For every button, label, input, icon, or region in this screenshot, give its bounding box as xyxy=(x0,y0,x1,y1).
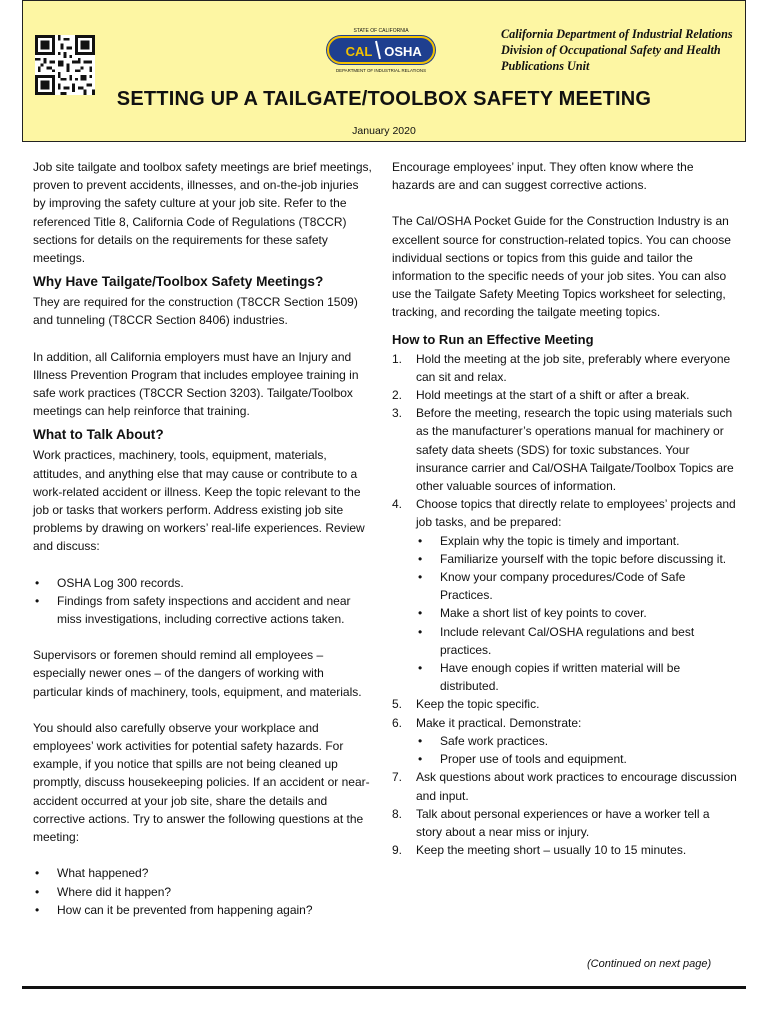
steps-list xyxy=(392,350,737,860)
questions-list xyxy=(33,864,373,919)
qr-code-icon[interactable] xyxy=(35,35,95,95)
sub-item: • Familiarize yourself with the topic before discussing it. xyxy=(416,550,737,568)
continued-note: (Continued on next page) xyxy=(587,958,712,970)
step-number: 6. xyxy=(392,715,403,730)
step-text: Before the meeting, research the topic using materials such as the manufacturer’s operations manual for machinery or safety data sheets (SDS) for toxic substances. Your insurance carrier and Cal/OSHA Tailgate/Toolbox Topics are other valuable sources of information. xyxy=(416,406,734,494)
step-number: 4. xyxy=(392,497,403,512)
why-paragraph-1: They are required for the construction (T8CCR Section 1509) and tunneling (T8CCR Section 8406) industries. xyxy=(33,295,358,328)
right-column xyxy=(392,158,737,859)
observe-paragraph: You should also carefully observe your workplace and employees’ work activities for potential safety hazards. For example, if you notice that spills are not being cleaned up promptly, discuss housekeeping policies. If an accident or near-accident occurred at your job site, share the details and corrective actions. Try to answer the following questions at the meeting: xyxy=(33,720,370,845)
step-text: Hold meetings at the start of a shift or after a break. xyxy=(416,388,690,403)
step-text: Choose topics that directly relate to employees’ projects and job tasks, and be prepared: xyxy=(416,497,736,530)
list-item: • OSHA Log 300 records. xyxy=(33,574,373,592)
logo-top-text: STATE OF CALIFORNIA xyxy=(353,28,409,34)
encourage-paragraph: Encourage employees’ input. They often know where the hazards are and can suggest corrective actions. xyxy=(392,160,694,193)
step-text: Keep the topic specific. xyxy=(416,697,540,712)
step-number: 5. xyxy=(392,697,403,712)
demonstrate-sublist xyxy=(416,732,737,768)
left-column xyxy=(33,158,373,919)
step-item xyxy=(392,695,737,713)
step-text: Talk about personal experiences or have a worker tell a story about a near miss or injury. xyxy=(416,806,710,839)
sub-item: • Proper use of tools and equipment. xyxy=(416,750,737,768)
cal-osha-logo xyxy=(321,25,441,75)
step-number: 7. xyxy=(392,770,403,785)
list-item: • Where did it happen? xyxy=(33,883,373,901)
footer-rule xyxy=(22,986,746,989)
step-item xyxy=(392,350,737,386)
step-item xyxy=(392,495,737,695)
step-number: 3. xyxy=(392,406,403,421)
step-item xyxy=(392,768,737,804)
step-item xyxy=(392,386,737,404)
publication-date: January 2020 xyxy=(352,125,416,137)
list-item: • Findings from safety inspections and accident and near miss investigations, including corrective actions taken. xyxy=(33,592,373,628)
page-title: SETTING UP A TAILGATE/TOOLBOX SAFETY MEETING xyxy=(116,88,652,110)
step-number: 9. xyxy=(392,843,403,858)
step-item xyxy=(392,404,737,495)
step-text: Make it practical. Demonstrate: xyxy=(416,715,582,730)
organization-block xyxy=(501,26,733,74)
step-number: 1. xyxy=(392,351,403,366)
org-department: California Department of Industrial Relations xyxy=(501,27,733,41)
why-heading: Why Have Tailgate/Toolbox Safety Meetings? xyxy=(33,274,324,290)
intro-paragraph: Job site tailgate and toolbox safety meetings are brief meetings, proven to prevent accidents, illnesses, and on-the-job injuries by improving the safety culture at your job site. Refer to the referenced Title 8, California Code of Regulations (T8CCR) sections for details on the requirements for these safety meetings. xyxy=(33,160,372,266)
step-text: Ask questions about work practices to encourage discussion and input. xyxy=(416,770,737,803)
why-paragraph-2: In addition, all California employers must have an Injury and Illness Prevention Program that includes employee training in safe work practices (T8CCR Section 3203). Tailgate/Toolbox meetings can help reinforce that training. xyxy=(33,349,359,419)
header-banner xyxy=(22,0,746,142)
prepare-sublist xyxy=(416,532,737,696)
org-unit: Publications Unit xyxy=(501,59,590,73)
step-number: 2. xyxy=(392,388,403,403)
step-number: 8. xyxy=(392,806,403,821)
org-division: Division of Occupational Safety and Health xyxy=(501,43,721,57)
sub-item: • Make a short list of key points to cover. xyxy=(416,604,737,622)
step-text: Hold the meeting at the job site, preferably where everyone can sit and relax. xyxy=(416,351,731,384)
what-paragraph: Work practices, machinery, tools, equipment, materials, attitudes, and anything else that may cause or contribute to a work-related accident or illness. Keep the topic relevant to the job or tasks that workers perform. Address existing job site problems by drawing on workers’ real-life experiences. Review and discuss: xyxy=(33,448,365,554)
step-item xyxy=(392,841,737,859)
run-meeting-heading: How to Run an Effective Meeting xyxy=(392,331,594,347)
sub-item: • Safe work practices. xyxy=(416,732,737,750)
sub-item: • Have enough copies if written material will be distributed. xyxy=(416,659,737,695)
logo-osha-text: OSHA xyxy=(384,44,422,59)
review-list xyxy=(33,574,373,629)
pocket-guide-paragraph: The Cal/OSHA Pocket Guide for the Construction Industry is an excellent source for construction-related topics. You can choose individual sections or topics from this guide and tailor the information to the specific needs of your job sites. You can also use the Tailgate Safety Meeting Topics worksheet for selecting, tracking, and recording the tailgate meeting topics. xyxy=(392,214,731,320)
supervisors-paragraph: Supervisors or foremen should remind all employees – especially newer ones – of the dangers of working with particular kinds of machinery, tools, equipment, and materials. xyxy=(33,648,362,699)
list-item: • What happened? xyxy=(33,864,373,882)
step-item xyxy=(392,805,737,841)
sub-item: • Explain why the topic is timely and important. xyxy=(416,532,737,550)
sub-item: • Know your company procedures/Code of Safe Practices. xyxy=(416,568,737,604)
step-item xyxy=(392,714,737,769)
step-text: Keep the meeting short – usually 10 to 15 minutes. xyxy=(416,843,687,858)
sub-item: • Include relevant Cal/OSHA regulations and best practices. xyxy=(416,623,737,659)
list-item: • How can it be prevented from happening again? xyxy=(33,901,373,919)
logo-cal-text: CAL xyxy=(345,44,373,59)
logo-bottom-text: DEPARTMENT OF INDUSTRIAL RELATIONS xyxy=(335,68,427,73)
what-heading: What to Talk About? xyxy=(33,427,164,443)
